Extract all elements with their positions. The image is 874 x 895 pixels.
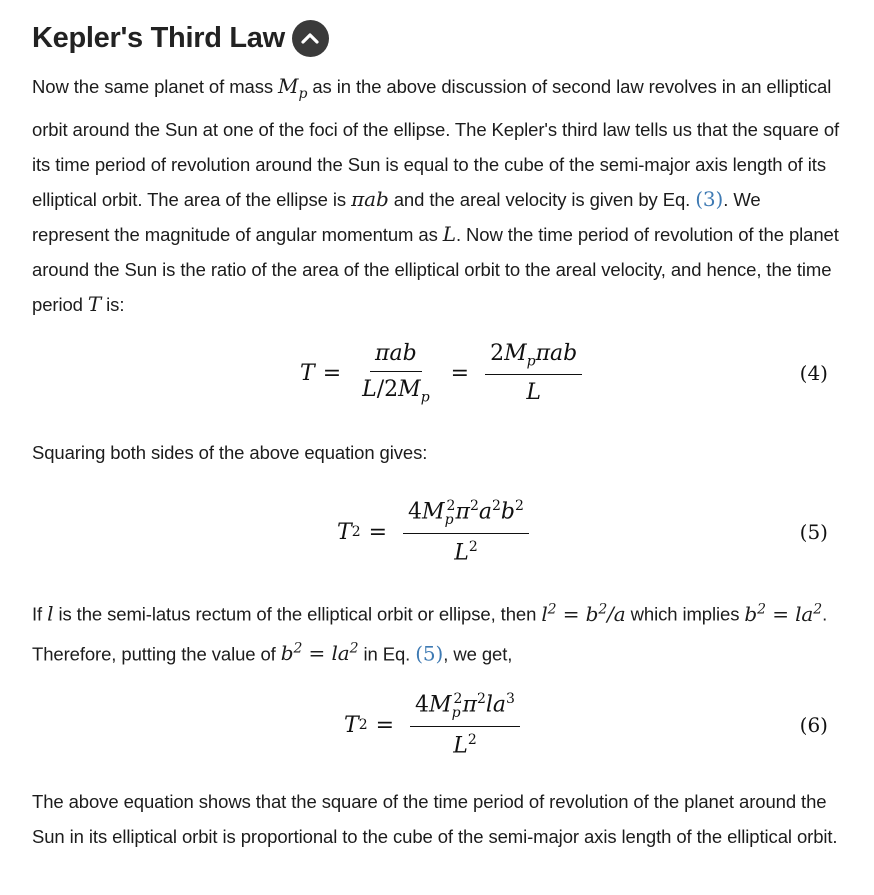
- math-b2-eq-la2: $b^2 = la^2$: [744, 601, 823, 626]
- equation-6: [32, 685, 842, 765]
- text-run: in Eq.: [358, 643, 416, 665]
- equation-4: [32, 333, 842, 413]
- equation-5-body: T 2 = $\frac{4M_p^2\pi^2a^2b^2}{L^2}$: [337, 492, 537, 572]
- text-run: , we get,: [443, 643, 513, 665]
- text-run: If: [32, 603, 48, 625]
- math-pi-a-b: πab: [351, 187, 389, 211]
- text-run: . Therefore, putting the value of: [32, 603, 828, 665]
- math-l-semi-latus: l: [47, 601, 54, 626]
- math-l-angular-momentum: L: [442, 222, 456, 246]
- math-l2-eq-b2-over-a: $l^2 = b^2/a$: [541, 601, 626, 626]
- text-run: . We represent the magnitude of angular momentum as: [32, 189, 761, 245]
- section-heading: [32, 16, 329, 60]
- text-run: Now the same planet of mass: [32, 76, 279, 97]
- chevron-up-icon: [300, 31, 320, 45]
- equation-5-number: (5): [799, 520, 828, 544]
- equation-reference-3[interactable]: (3): [695, 187, 724, 211]
- text-run: . Now the time period of revolution of the planet around the Sun is the ratio of the area of the elliptical orbit to the areal velocity, and hence, the time period: [32, 224, 839, 315]
- equation-6-body: T 2 = $\frac{4M_p^2\pi^2la^3}{L^2}$: [344, 685, 528, 765]
- paragraph-squaring: Squaring both sides of the above equation gives:: [32, 442, 428, 463]
- equation-reference-5[interactable]: (5): [415, 641, 444, 666]
- collapse-toggle-button[interactable]: [292, 20, 329, 57]
- text-run: and the areal velocity is given by Eq.: [388, 189, 696, 210]
- paragraph-intro: [32, 69, 842, 322]
- equation-5: [32, 492, 842, 572]
- math-b2-eq-la2-inline: $b^2 = la^2$: [280, 640, 359, 666]
- section-title: Kepler's Third Law: [32, 21, 285, 54]
- equation-6-number: (6): [799, 713, 828, 737]
- text-run: is:: [101, 294, 125, 315]
- math-mass-mp: $M_p$: [278, 74, 308, 102]
- paragraph-conclusion: The above equation shows that the square of the time period of revolution of the planet around the Sun in its elliptical orbit is proportional to the cube of the semi-major axis length of the elliptical orbit.: [32, 791, 838, 847]
- text-run: which implies: [625, 603, 745, 625]
- math-t-period: T: [87, 292, 102, 316]
- text-run: is the semi-latus rectum of the elliptical orbit or ellipse, then: [53, 603, 542, 625]
- equation-4-number: (4): [799, 361, 828, 385]
- equation-4-body: T = $\frac{\text{πab}}{L/2M_p}$ = $\frac{2M_p\pi ab}{L}$: [300, 333, 590, 413]
- text-run: as in the above discussion of second law revolves in an elliptical orbit around the Sun at one of the foci of the ellipse. The Kepler's third law tells us that the square of its time period of revolution around the Sun is equal to the cube of the semi-major axis length of its elliptical orbit. The area of the ellipse is: [32, 76, 840, 210]
- paragraph-semi-latus: [32, 592, 842, 671]
